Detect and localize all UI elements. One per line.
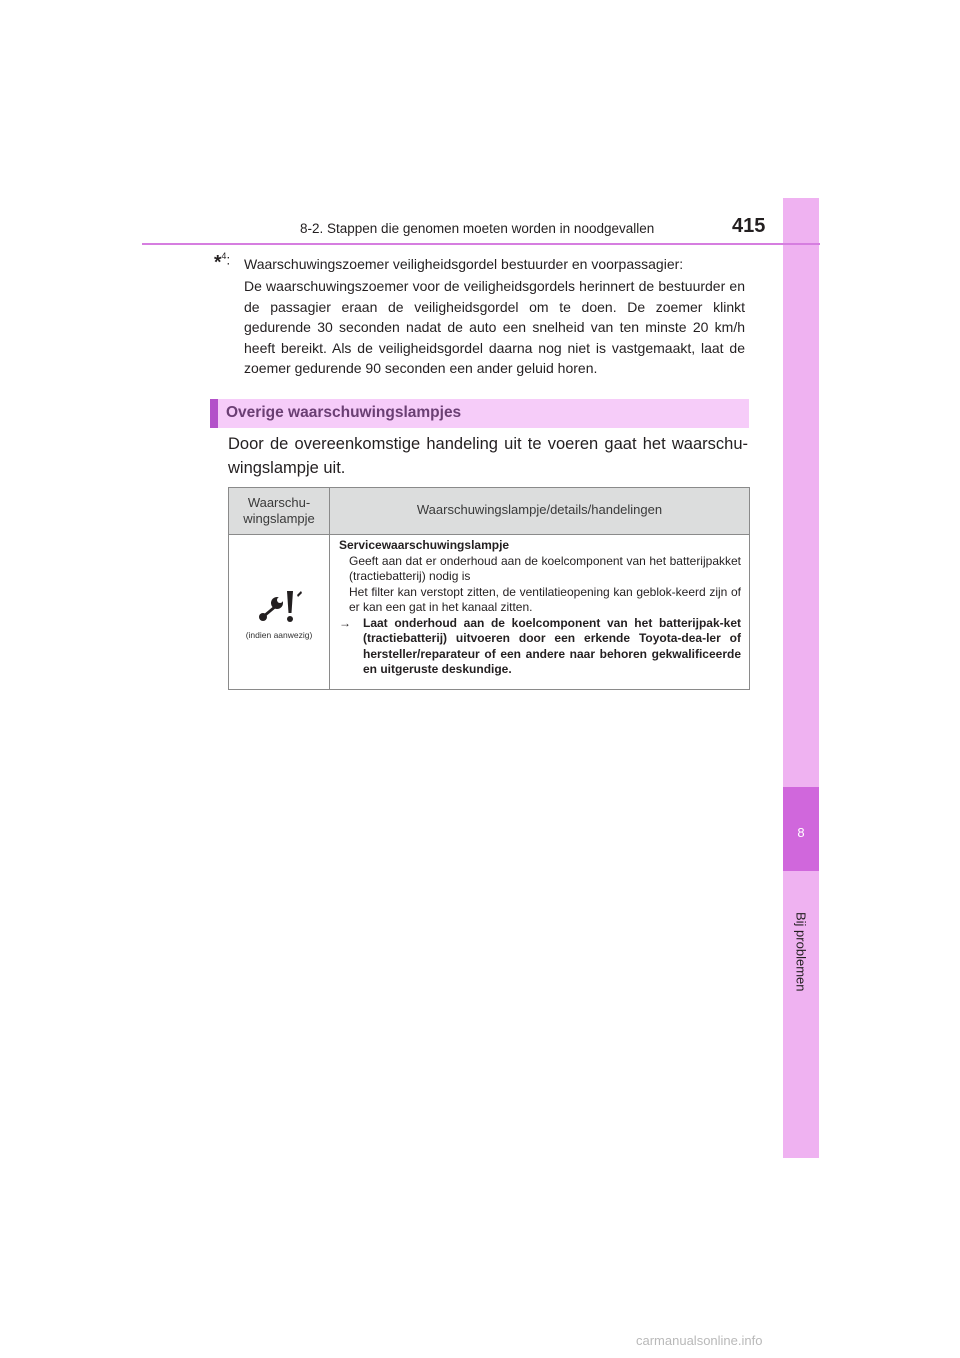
footnote-colon: : bbox=[226, 251, 231, 268]
warning-lamp-table bbox=[228, 487, 750, 690]
lamp-action-text: Laat onderhoud aan de koelcomponent van het batterijpak-ket (tractiebatterij) uitvoeren door een erkende Toyota-dea-ler of hersteller/reparateur of een andere naar behoren gekwalificeerde en uitgeruste deskundige. bbox=[363, 615, 741, 676]
chapter-label: Bij problemen bbox=[793, 912, 809, 992]
table-header-lamp: Waarschu-wingslampje bbox=[243, 495, 315, 526]
lamp-action bbox=[339, 616, 741, 678]
lamp-description-2: Het filter kan verstopt zitten, de ventilatieopening kan geblok-keerd zijn of er kan een gat in het kanaal zitten. bbox=[349, 584, 741, 614]
lamp-availability-note: (indien aanwezig) bbox=[245, 630, 313, 640]
lamp-title: Servicewaarschuwingslampje bbox=[339, 538, 510, 552]
header-section-title: 8-2. Stappen die genomen moeten worden in noodgevallen bbox=[300, 221, 655, 236]
lamp-description-1: Geeft aan dat er onderhoud aan de koelcomponent van het batterijpakket (tractiebatterij) nodig is bbox=[349, 553, 741, 583]
section-title: Overige waarschuwingslampjes bbox=[226, 404, 462, 421]
watermark: carmanualsonline.info bbox=[636, 1333, 763, 1348]
section-heading-bar bbox=[210, 399, 218, 428]
footnote-asterisk: * bbox=[214, 252, 222, 274]
service-warning-icon bbox=[257, 587, 303, 627]
footnote-number: 4 bbox=[221, 251, 227, 261]
table-header-details: Waarschuwingslampje/details/handelingen bbox=[416, 502, 663, 517]
table-column-divider bbox=[329, 488, 330, 689]
chapter-number: 8 bbox=[797, 825, 805, 840]
page-number: 415 bbox=[732, 215, 766, 237]
header-rule bbox=[142, 243, 820, 245]
footnote-title: Waarschuwingszoemer veiligheidsgordel bestuurder en voorpassagier: bbox=[244, 256, 684, 272]
footnote-marker bbox=[214, 251, 230, 275]
arrow-right-icon: → bbox=[339, 615, 351, 630]
footnote-body: De waarschuwingszoemer voor de veiligheidsgordels herinnert de bestuurder en de passagier eraan de veiligheidsgordel om te doen. De zoemer klinkt gedurende 30 seconden nadat de auto een snelheid van ten minste 20 km/h heeft bereikt. Als de veiligheidsgordel daarna nog niet is vastgemaakt, laat de zoemer gedurende 90 seconden een ander geluid horen. bbox=[244, 278, 745, 376]
side-chapter-tab bbox=[783, 198, 819, 1158]
lamp-details-cell bbox=[339, 538, 741, 678]
section-intro: Door de overeenkomstige handeling uit te voeren gaat het waarschu-wingslampje uit. bbox=[228, 435, 748, 477]
